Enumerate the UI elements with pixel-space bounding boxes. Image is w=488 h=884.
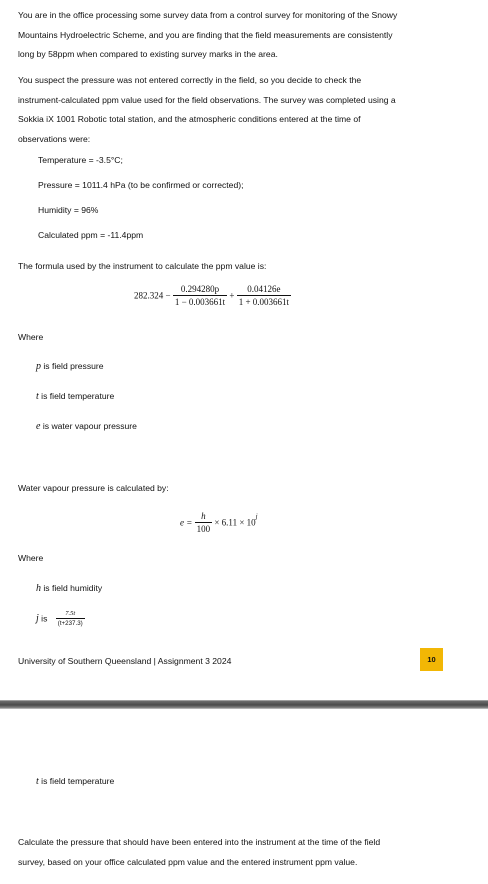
vapour-denominator: 100 bbox=[196, 524, 211, 534]
ppm-formula bbox=[134, 284, 291, 307]
term1-denominator: 1 − 0.003661t bbox=[174, 297, 226, 307]
suspect-line: observations were: bbox=[18, 133, 91, 144]
vapour-exponent: j bbox=[255, 512, 258, 521]
definition-j bbox=[36, 610, 85, 627]
page-number-badge bbox=[420, 648, 443, 671]
condition-pressure: Pressure = 1011.4 hPa (to be confirmed or corrected); bbox=[38, 180, 244, 190]
intro-line: Mountains Hydroelectric Scheme, and you are finding that the field measurements are consistently bbox=[18, 29, 393, 40]
vapour-numerator: h bbox=[195, 511, 213, 523]
suspect-line: instrument-calculated ppm value used for the field observations. The survey was completed using a bbox=[18, 94, 396, 105]
term2-numerator: 0.04126e bbox=[237, 284, 291, 296]
suspect-paragraph bbox=[18, 71, 470, 149]
definition-is: is bbox=[41, 613, 48, 624]
term2-denominator: 1 + 0.003661t bbox=[238, 297, 290, 307]
suspect-line: You suspect the pressure was not entered correctly in the field, so you decide to check the bbox=[18, 75, 362, 85]
symbol-e: e bbox=[36, 421, 41, 432]
definition-text: is field temperature bbox=[41, 391, 115, 401]
formula-constant: 282.324 − bbox=[134, 290, 171, 301]
symbol-t: t bbox=[36, 776, 39, 787]
page-separator bbox=[0, 700, 488, 709]
definition-t-continued bbox=[36, 776, 114, 787]
formula-plus: + bbox=[229, 290, 235, 301]
intro-line: You are in the office processing some survey data from a control survey for monitoring of the Snowy bbox=[18, 10, 398, 20]
symbol-p: p bbox=[36, 361, 41, 372]
condition-temperature: Temperature = -3.5°C; bbox=[38, 155, 123, 165]
where-label: Where bbox=[18, 553, 44, 563]
vapour-lhs: e = bbox=[180, 517, 193, 528]
definition-h bbox=[36, 583, 102, 594]
definition-text: is field pressure bbox=[43, 361, 104, 371]
formula-term1 bbox=[173, 284, 227, 307]
vapour-rest: × 6.11 × 10 bbox=[214, 517, 256, 528]
definition-text: is field humidity bbox=[43, 583, 103, 593]
intro-line: long by 58ppm when compared to existing survey marks in the area. bbox=[18, 49, 278, 59]
footer-text: University of Southern Queensland | Assignment 3 2024 bbox=[18, 656, 232, 666]
definition-text: is water vapour pressure bbox=[42, 421, 137, 431]
term1-numerator: 0.294280p bbox=[173, 284, 227, 296]
definition-text: is field temperature bbox=[41, 776, 115, 786]
definition-p bbox=[36, 361, 104, 372]
suspect-line: Sokkia iX 1001 Robotic total station, and the atmospheric conditions entered at the time of bbox=[18, 114, 361, 124]
question-line: survey, based on your office calculated ppm value and the entered instrument ppm value. bbox=[18, 856, 358, 867]
symbol-j: j bbox=[36, 613, 39, 624]
symbol-h: h bbox=[36, 583, 41, 594]
where-label: Where bbox=[18, 332, 44, 342]
question-line: Calculate the pressure that should have been entered into the instrument at the time of the field bbox=[18, 837, 381, 847]
j-numerator: 7.5t bbox=[56, 610, 85, 619]
vapour-formula bbox=[180, 511, 258, 534]
condition-humidity: Humidity = 96% bbox=[38, 205, 99, 215]
definition-e bbox=[36, 421, 137, 432]
question-paragraph bbox=[18, 833, 470, 872]
definition-t bbox=[36, 391, 114, 402]
formula-term2 bbox=[237, 284, 291, 307]
vapour-fraction bbox=[195, 511, 213, 534]
condition-ppm: Calculated ppm = -11.4ppm bbox=[38, 230, 144, 240]
intro-paragraph bbox=[18, 6, 470, 65]
symbol-t: t bbox=[36, 391, 39, 402]
j-denominator: (t+237.3) bbox=[57, 620, 83, 627]
vapour-intro: Water vapour pressure is calculated by: bbox=[18, 483, 169, 493]
page-number: 10 bbox=[427, 655, 436, 664]
j-fraction bbox=[56, 610, 85, 627]
formula-intro: The formula used by the instrument to calculate the ppm value is: bbox=[18, 261, 267, 271]
